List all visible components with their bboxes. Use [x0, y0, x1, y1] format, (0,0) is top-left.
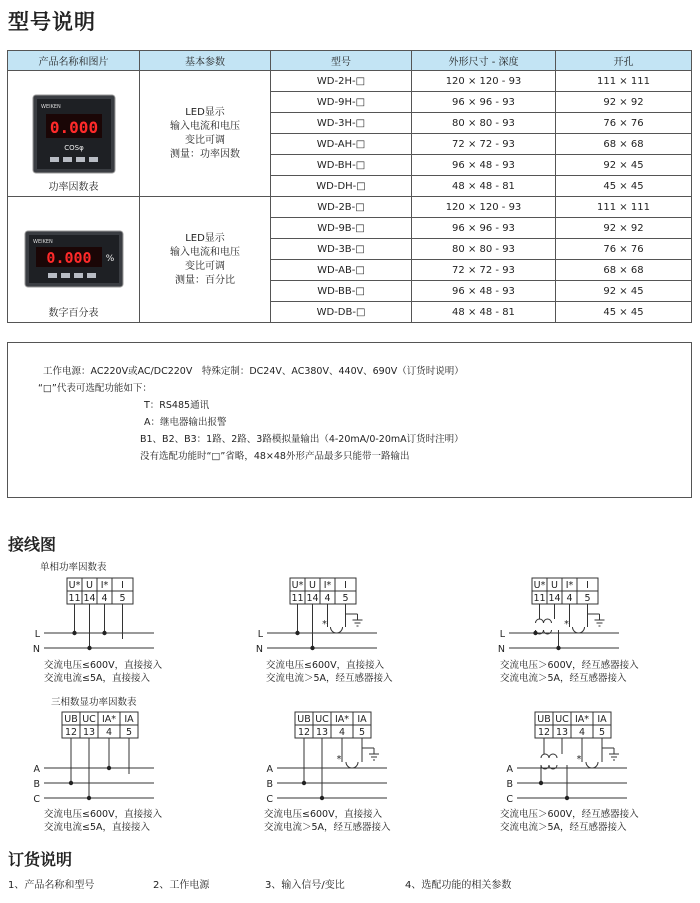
- param-line: LED显示: [185, 106, 225, 118]
- voltage-transformer-icon: [536, 619, 552, 623]
- terminal-number-cell: [80, 725, 98, 738]
- terminal-number-cell: [547, 591, 562, 604]
- cutout-cell: 111 × 111: [556, 197, 692, 218]
- terminal-label-single: U*: [291, 580, 304, 591]
- junction-dot: [295, 631, 299, 635]
- terminal-number-cell: [62, 725, 80, 738]
- order-item-4: 4、选配功能的相关参数: [405, 880, 512, 891]
- current-transformer-icon: [573, 627, 585, 633]
- junction-dot: [69, 781, 73, 785]
- terminal-head-cell: [335, 578, 356, 591]
- line-label-C: C: [506, 794, 513, 805]
- wiring-caption: 交流电压＞600V，经互感器接入: [500, 809, 639, 820]
- terminal-head-cell: [532, 578, 547, 591]
- line-label-C: C: [33, 794, 40, 805]
- terminal-head-cell: [120, 712, 138, 725]
- line-label-C: C: [266, 794, 273, 805]
- param-line: 测量：百分比: [175, 274, 235, 286]
- cutout-cell: 92 × 45: [556, 281, 692, 302]
- wiring-caption: 交流电压≤600V，直接接入: [264, 809, 383, 820]
- power-factor-meter-image: [32, 94, 116, 174]
- table-row: [8, 197, 692, 218]
- size-cell: 72 × 72 - 93: [412, 134, 556, 155]
- terminal-number-single: 14: [548, 593, 561, 604]
- meter-unit-pf: COSφ: [63, 144, 84, 152]
- terminal-number-cell: [295, 725, 313, 738]
- junction-dot: [539, 781, 543, 785]
- terminal-number-cell: [82, 591, 97, 604]
- junction-dot: [565, 796, 569, 800]
- terminal-number-single: 5: [342, 593, 349, 604]
- terminal-number-three: 13: [555, 727, 569, 738]
- model-cell: WD-9B-□: [271, 218, 412, 239]
- terminal-head-cell: [98, 712, 120, 725]
- terminal-number-three: 13: [82, 727, 96, 738]
- terminal-head-cell: [553, 712, 571, 725]
- terminal-label-single: U: [86, 580, 93, 591]
- percent-meter-image: [24, 230, 124, 290]
- terminal-number-cell: [305, 591, 320, 604]
- size-cell: 96 × 96 - 93: [412, 218, 556, 239]
- terminal-number-single: 5: [584, 593, 591, 604]
- terminal-head-cell: [82, 578, 97, 591]
- notes-box: [7, 342, 692, 498]
- col-header-cutout: 开孔: [556, 51, 692, 71]
- junction-dot: [102, 631, 106, 635]
- terminal-label-three: UB: [537, 714, 551, 725]
- terminal-number-three: 12: [537, 727, 551, 738]
- note-opt-t: T：RS485通讯: [144, 400, 210, 411]
- model-cell: WD-AH-□: [271, 134, 412, 155]
- line-label-B: B: [33, 779, 40, 790]
- product-name-pct: 数字百分表: [48, 308, 99, 319]
- col-header-model: 型号: [271, 51, 412, 71]
- line-label-N: N: [32, 644, 40, 655]
- current-transformer-icon: [586, 762, 598, 768]
- cutout-cell: 76 × 76: [556, 113, 692, 134]
- terminal-number-three: 4: [105, 727, 113, 738]
- cutout-cell: 92 × 45: [556, 155, 692, 176]
- voltage-transformer-icon: [541, 754, 557, 758]
- terminal-label-single: I*: [565, 580, 574, 591]
- junction-dot: [320, 796, 324, 800]
- terminal-label-single: I*: [323, 580, 332, 591]
- line-label-N: N: [255, 644, 263, 655]
- line-label-B: B: [506, 779, 513, 790]
- line-label-N: N: [497, 644, 505, 655]
- terminal-head-cell: [353, 712, 371, 725]
- terminal-number-cell: [120, 725, 138, 738]
- model-cell: WD-DH-□: [271, 176, 412, 197]
- terminal-head-cell: [331, 712, 353, 725]
- terminal-number-single: 11: [533, 593, 546, 604]
- size-cell: 96 × 96 - 93: [412, 92, 556, 113]
- model-cell: WD-9H-□: [271, 92, 412, 113]
- terminal-label-single: U: [551, 580, 558, 591]
- cutout-cell: 68 × 68: [556, 260, 692, 281]
- terminal-head-cell: [562, 578, 577, 591]
- size-cell: 120 × 120 - 93: [412, 197, 556, 218]
- table-row: [8, 71, 692, 92]
- col-header-size: 外形尺寸 - 深度: [412, 51, 556, 71]
- note-optional-intro: “□”代表可选配功能如下：: [38, 383, 152, 394]
- product-cell-pf: [8, 71, 140, 197]
- line-label-A: A: [33, 764, 40, 775]
- junction-dot: [87, 646, 91, 650]
- terminal-number-cell: [532, 591, 547, 604]
- terminal-number-cell: [112, 591, 133, 604]
- terminal-label-single: I: [344, 580, 347, 591]
- terminal-number-single: 4: [101, 593, 108, 604]
- terminal-head-cell: [320, 578, 335, 591]
- terminal-number-single: 5: [119, 593, 126, 604]
- cutout-cell: 45 × 45: [556, 302, 692, 323]
- wiring-caption: 交流电流＞5A，经互感器接入: [500, 673, 627, 684]
- current-transformer-icon: [331, 627, 343, 633]
- terminal-label-three: IA: [357, 714, 367, 725]
- ct-polarity-mark: *: [322, 619, 327, 630]
- order-item-1: 1、产品名称和型号: [8, 880, 95, 891]
- cutout-cell: 111 × 111: [556, 71, 692, 92]
- terminal-number-three: 4: [578, 727, 586, 738]
- terminal-number-three: 13: [315, 727, 329, 738]
- line-label-B: B: [266, 779, 273, 790]
- note-opt-a: A：继电器输出报警: [144, 417, 227, 428]
- terminal-number-cell: [320, 591, 335, 604]
- terminal-number-three: 5: [598, 727, 606, 738]
- terminal-number-cell: [571, 725, 593, 738]
- terminal-number-cell: [331, 725, 353, 738]
- terminal-number-cell: [98, 725, 120, 738]
- terminal-number-cell: [335, 591, 356, 604]
- terminal-head-cell: [593, 712, 611, 725]
- product-name-pf: 功率因数表: [48, 182, 99, 193]
- junction-dot: [302, 781, 306, 785]
- order-item-3: 3、输入信号/变比: [265, 880, 345, 891]
- terminal-head-cell: [290, 578, 305, 591]
- terminal-number-cell: [67, 591, 82, 604]
- junction-dot: [556, 646, 560, 650]
- order-title: 订货说明: [8, 850, 73, 869]
- wiring-title: 接线图: [8, 535, 57, 554]
- terminal-number-single: 14: [83, 593, 96, 604]
- terminal-label-single: U*: [68, 580, 81, 591]
- col-header-product: 产品名称和图片: [8, 51, 140, 71]
- terminal-number-cell: [562, 591, 577, 604]
- line-label-L: L: [34, 629, 40, 640]
- terminal-number-three: 12: [64, 727, 78, 738]
- model-cell: WD-3H-□: [271, 113, 412, 134]
- line-label-L: L: [257, 629, 263, 640]
- terminal-number-three: 4: [338, 727, 346, 738]
- terminal-label-single: I*: [100, 580, 109, 591]
- terminal-head-cell: [67, 578, 82, 591]
- terminal-label-single: I: [121, 580, 124, 591]
- cutout-cell: 92 × 92: [556, 218, 692, 239]
- terminal-head-cell: [577, 578, 598, 591]
- size-cell: 48 × 48 - 81: [412, 176, 556, 197]
- model-cell: WD-AB-□: [271, 260, 412, 281]
- size-cell: 96 × 48 - 93: [412, 155, 556, 176]
- col-header-params: 基本参数: [140, 51, 271, 71]
- wiring-caption: 交流电压≤600V，直接接入: [44, 809, 163, 820]
- wiring-caption: 交流电流＞5A，经互感器接入: [500, 822, 627, 833]
- terminal-label-three: IA: [597, 714, 607, 725]
- meter-display-pf: 0.000: [49, 118, 98, 137]
- order-item-2: 2、工作电源: [153, 880, 210, 891]
- terminal-number-cell: [290, 591, 305, 604]
- size-cell: 48 × 48 - 81: [412, 302, 556, 323]
- terminal-label-single: I: [586, 580, 589, 591]
- param-line: 变比可调: [185, 260, 225, 272]
- model-cell: WD-BH-□: [271, 155, 412, 176]
- param-line: 测量：功率因数: [170, 148, 240, 160]
- model-cell: WD-2H-□: [271, 71, 412, 92]
- voltage-transformer-icon: [536, 630, 552, 634]
- size-cell: 120 × 120 - 93: [412, 71, 556, 92]
- param-line: 输入电流和电压: [170, 246, 240, 258]
- line-label-A: A: [506, 764, 513, 775]
- junction-dot: [72, 631, 76, 635]
- model-cell: WD-DB-□: [271, 302, 412, 323]
- terminal-head-cell: [571, 712, 593, 725]
- terminal-label-three: IA*: [574, 714, 590, 725]
- wiring-caption: 交流电流＞5A，经互感器接入: [266, 673, 393, 684]
- terminal-number-single: 11: [291, 593, 304, 604]
- terminal-number-cell: [553, 725, 571, 738]
- note-power: 工作电源：AC220V或AC/DC220V 特殊定制：DC24V、AC380V、440V、690V（订货时说明）: [43, 366, 464, 377]
- meter-unit-pct: %: [105, 254, 114, 264]
- terminal-head-cell: [62, 712, 80, 725]
- terminal-head-cell: [535, 712, 553, 725]
- size-cell: 80 × 80 - 93: [412, 113, 556, 134]
- terminal-number-three: 5: [358, 727, 366, 738]
- terminal-number-three: 12: [297, 727, 311, 738]
- terminal-head-cell: [295, 712, 313, 725]
- product-cell-pct: [8, 197, 140, 323]
- terminal-number-single: 11: [68, 593, 81, 604]
- note-opt-none: 没有选配功能时“□”省略，48×48外形产品最多只能带一路输出: [140, 451, 410, 462]
- terminal-head-cell: [547, 578, 562, 591]
- ct-polarity-mark: *: [564, 619, 569, 630]
- wiring-caption: 交流电流≤5A，直接接入: [44, 822, 151, 833]
- ct-polarity-mark: *: [336, 754, 342, 765]
- terminal-number-cell: [353, 725, 371, 738]
- params-cell-pct: [140, 197, 271, 323]
- terminal-label-single: U*: [533, 580, 546, 591]
- cutout-cell: 92 × 92: [556, 92, 692, 113]
- terminal-head-cell: [80, 712, 98, 725]
- terminal-number-single: 14: [306, 593, 319, 604]
- terminal-label-three: UC: [555, 714, 569, 725]
- wiring-caption: 交流电压≤600V，直接接入: [266, 660, 385, 671]
- terminal-number-cell: [535, 725, 553, 738]
- terminal-number-three: 5: [125, 727, 133, 738]
- terminal-number-single: 4: [324, 593, 331, 604]
- terminal-head-cell: [112, 578, 133, 591]
- terminal-head-cell: [313, 712, 331, 725]
- cutout-cell: 45 × 45: [556, 176, 692, 197]
- junction-dot: [533, 631, 537, 635]
- single-phase-title: 单相功率因数表: [40, 562, 107, 573]
- line-label-L: L: [499, 629, 505, 640]
- model-cell: WD-BB-□: [271, 281, 412, 302]
- size-cell: 72 × 72 - 93: [412, 260, 556, 281]
- meter-brand-pct: WEIKEN: [32, 239, 53, 245]
- meter-brand-pf: WEIKEN: [40, 104, 61, 110]
- terminal-number-cell: [577, 591, 598, 604]
- param-line: 变比可调: [185, 134, 225, 146]
- terminal-label-three: IA*: [334, 714, 350, 725]
- terminal-label-three: UC: [82, 714, 96, 725]
- wiring-caption: 交流电压＞600V，经互感器接入: [500, 660, 639, 671]
- terminal-number-cell: [313, 725, 331, 738]
- wiring-caption: 交流电压≤600V，直接接入: [44, 660, 163, 671]
- three-phase-title: 三相数显功率因数表: [51, 697, 137, 708]
- cutout-cell: 68 × 68: [556, 134, 692, 155]
- voltage-transformer-icon: [541, 765, 557, 769]
- terminal-label-three: UB: [64, 714, 78, 725]
- line-label-A: A: [266, 764, 273, 775]
- wiring-caption: 交流电流＞5A，经互感器接入: [264, 822, 391, 833]
- junction-dot: [107, 766, 111, 770]
- params-cell-pf: [140, 71, 271, 197]
- terminal-label-three: IA*: [101, 714, 117, 725]
- size-cell: 96 × 48 - 93: [412, 281, 556, 302]
- junction-dot: [310, 646, 314, 650]
- note-opt-b: B1、B2、B3：1路、2路、3路模拟量输出（4-20mA/0-20mA订货时注明）: [140, 434, 464, 445]
- current-transformer-icon: [346, 762, 358, 768]
- model-cell: WD-2B-□: [271, 197, 412, 218]
- param-line: LED显示: [185, 232, 225, 244]
- terminal-label-single: U: [309, 580, 316, 591]
- terminal-head-cell: [305, 578, 320, 591]
- param-line: 输入电流和电压: [170, 120, 240, 132]
- ct-polarity-mark: *: [576, 754, 582, 765]
- cutout-cell: 76 × 76: [556, 239, 692, 260]
- terminal-label-three: UC: [315, 714, 329, 725]
- meter-display-pct: 0.000: [45, 249, 92, 267]
- terminal-number-single: 4: [566, 593, 573, 604]
- terminal-label-three: UB: [297, 714, 311, 725]
- junction-dot: [87, 796, 91, 800]
- terminal-number-cell: [97, 591, 112, 604]
- terminal-head-cell: [97, 578, 112, 591]
- terminal-label-three: IA: [124, 714, 134, 725]
- wiring-caption: 交流电流≤5A，直接接入: [44, 673, 151, 684]
- terminal-number-cell: [593, 725, 611, 738]
- size-cell: 80 × 80 - 93: [412, 239, 556, 260]
- page-title: 型号说明: [8, 10, 96, 34]
- model-table: [7, 50, 692, 323]
- model-cell: WD-3B-□: [271, 239, 412, 260]
